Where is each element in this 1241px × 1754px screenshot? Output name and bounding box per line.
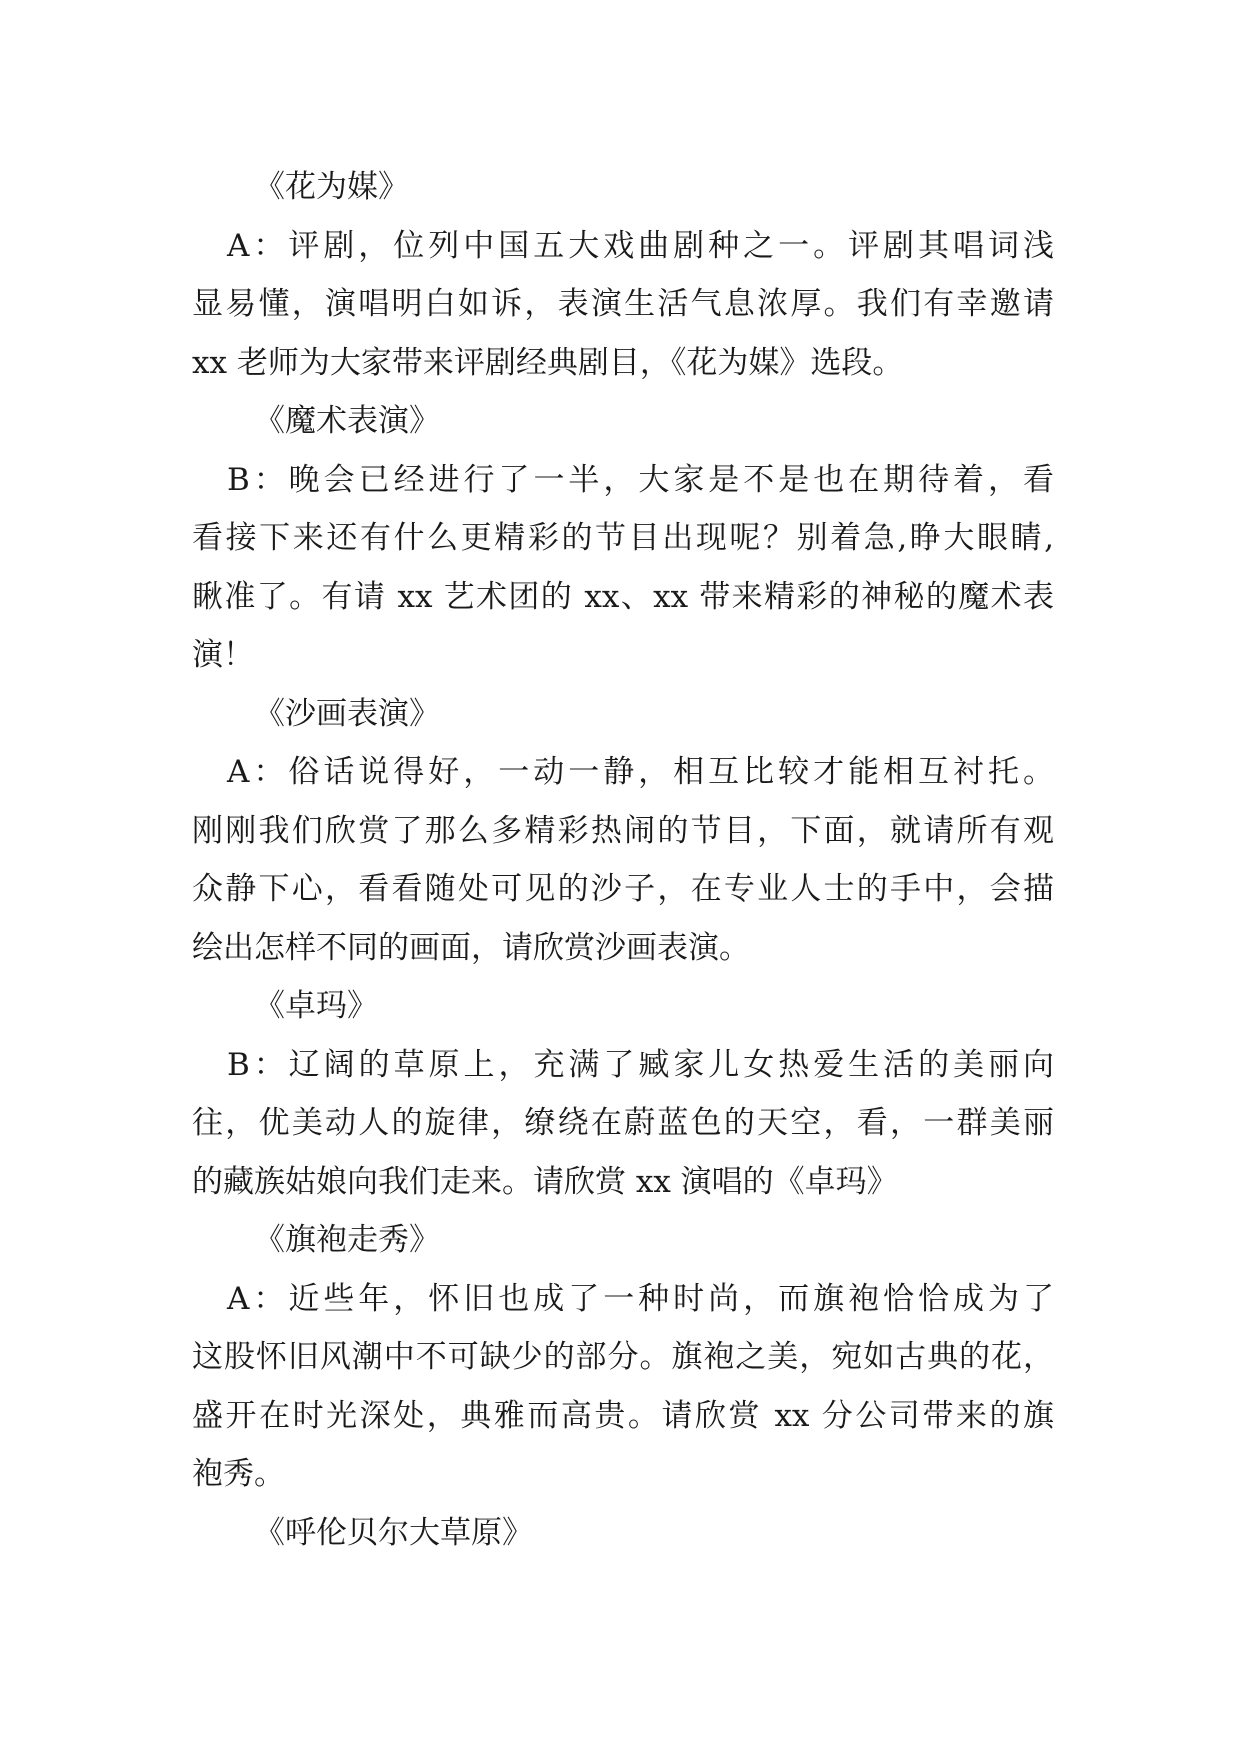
paragraph-line: 瞅准了。有请 xx 艺术团的 xx、xx 带来精彩的神秘的魔术表 xyxy=(192,578,1054,615)
paragraph-line: 袍秀。 xyxy=(192,1456,285,1492)
section-title-hulunbuir: 《呼伦贝尔大草原》 xyxy=(254,1514,533,1551)
paragraph-zhuoma xyxy=(192,1036,1054,1212)
paragraph-line: A：近些年，怀旧也成了一种时尚，而旗袍恰恰成为了 xyxy=(192,1280,1054,1317)
paragraph-hua-wei-mei xyxy=(192,217,1054,393)
paragraph-line: 绘出怎样不同的画面，请欣赏沙画表演。 xyxy=(192,929,750,966)
section-title-qipao-show: 《旗袍走秀》 xyxy=(254,1222,440,1258)
section-title-magic-show: 《魔术表演》 xyxy=(254,403,440,439)
paragraph-line: 这股怀旧风潮中不可缺少的部分。旗袍之美，宛如古典的花， xyxy=(192,1339,1054,1375)
paragraph-sand-painting xyxy=(192,743,1054,977)
paragraph-line: 看接下来还有什么更精彩的节目出现呢？别着急,睁大眼睛, xyxy=(192,520,1054,556)
paragraph-line: 盛开在时光深处，典雅而高贵。请欣赏 xx 分公司带来的旗 xyxy=(192,1397,1054,1434)
paragraph-line: 显易懂，演唱明白如诉，表演生活气息浓厚。我们有幸邀请 xyxy=(192,286,1054,322)
document-page xyxy=(192,158,1054,1562)
paragraph-line: B：辽阔的草原上，充满了臧家儿女热爱生活的美丽向 xyxy=(192,1046,1054,1083)
paragraph-line: 众静下心，看看随处可见的沙子，在专业人士的手中，会描 xyxy=(192,871,1054,907)
paragraph-magic-show xyxy=(192,451,1054,685)
paragraph-line: 的藏族姑娘向我们走来。请欣赏 xx 演唱的《卓玛》 xyxy=(192,1163,898,1200)
paragraph-line: A：俗话说得好，一动一静，相互比较才能相互衬托。 xyxy=(192,754,1054,790)
paragraph-line: 演！ xyxy=(192,637,254,673)
section-title-sand-painting: 《沙画表演》 xyxy=(254,695,440,732)
paragraph-line: B：晚会已经进行了一半，大家是不是也在期待着，看 xyxy=(192,461,1054,498)
section-title-zhuoma: 《卓玛》 xyxy=(254,988,378,1024)
paragraph-qipao-show xyxy=(192,1270,1054,1504)
paragraph-line: xx 老师为大家带来评剧经典剧目，《花为媒》选段。 xyxy=(192,344,904,381)
section-title-hua-wei-mei: 《花为媒》 xyxy=(254,169,409,205)
paragraph-line: A：评剧，位列中国五大戏曲剧种之一。评剧其唱词浅 xyxy=(192,227,1054,264)
paragraph-line: 往，优美动人的旋律，缭绕在蔚蓝色的天空，看，一群美丽 xyxy=(192,1105,1054,1141)
paragraph-line: 刚刚我们欣赏了那么多精彩热闹的节目，下面，就请所有观 xyxy=(192,812,1054,849)
